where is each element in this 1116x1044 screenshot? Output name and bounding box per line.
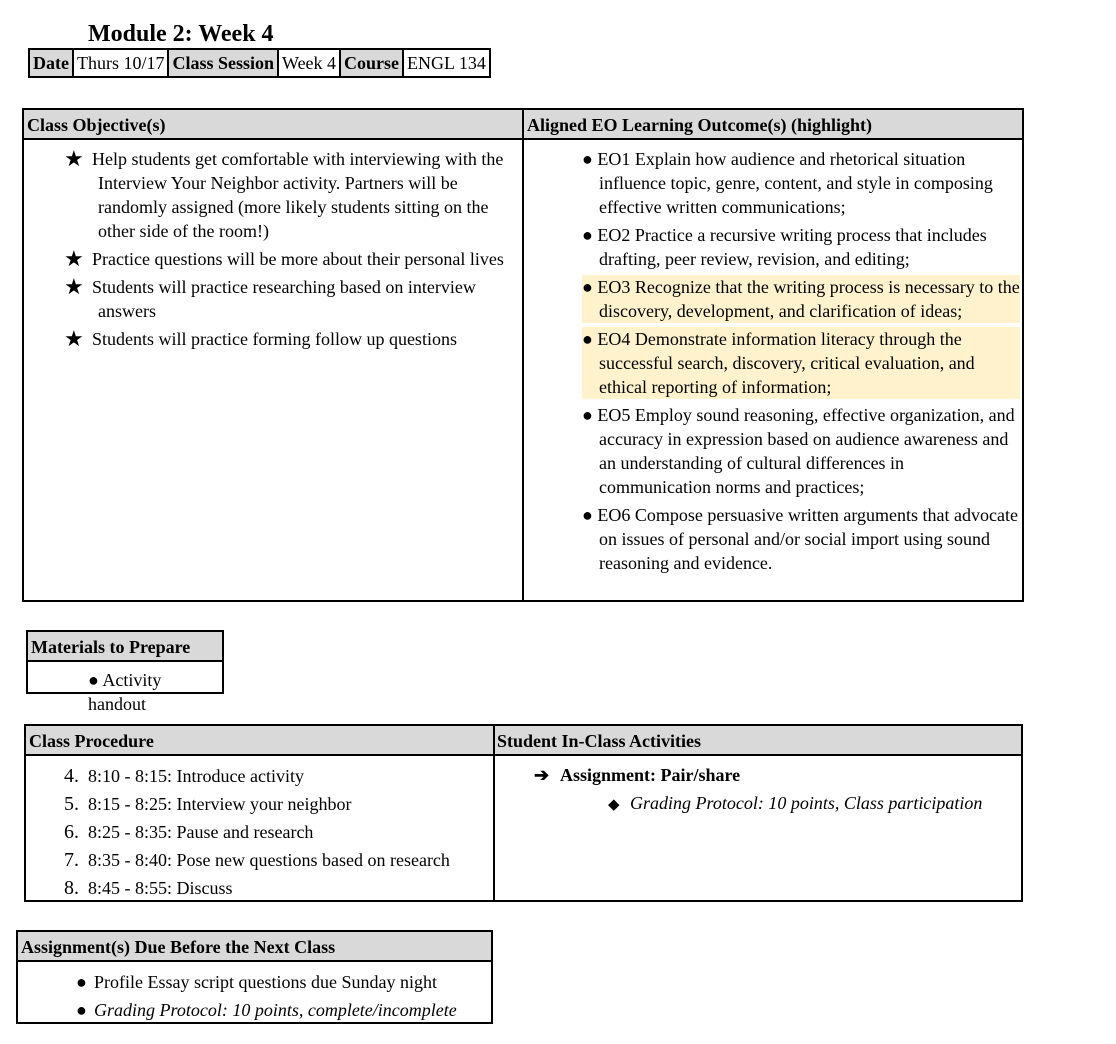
- learning-outcomes-header: Aligned EO Learning Outcome(s) (highlight): [524, 110, 1022, 140]
- activity-grading: ◆ Grading Protocol: 10 points, Class participation: [608, 791, 982, 817]
- class-objectives-header: Class Objective(s): [24, 110, 524, 140]
- star-icon: ★: [64, 274, 84, 299]
- materials-header: Materials to Prepare: [28, 632, 222, 662]
- star-icon: ★: [64, 146, 84, 171]
- student-activities-header: Student In-Class Activities: [495, 726, 1021, 756]
- assignments-due-list: [76, 968, 457, 1024]
- outcome-item: ● EO6 Compose persuasive written arguments that advocate on issues of personal and/or social import using sound reasoning and evidence.: [582, 505, 1018, 573]
- page-title: Module 2: Week 4: [88, 21, 274, 47]
- objective-item: ★ Students will practice forming follow up questions: [64, 326, 457, 351]
- outcome-item: ● EO1 Explain how audience and rhetorical situation influence topic, genre, content, and style in composing effective written communications;: [582, 149, 993, 217]
- objective-item: ★ Practice questions will be more about their personal lives: [64, 246, 504, 271]
- assignments-due-header: Assignment(s) Due Before the Next Class: [18, 932, 491, 962]
- class-session-value: Week 4: [278, 49, 340, 77]
- activity-assignment: ➔ Assignment: Pair/share: [534, 765, 741, 785]
- outcome-item-highlighted: ● EO3 Recognize that the writing process is necessary to the discovery, development, and clarification of ideas;: [582, 277, 1020, 321]
- date-value: Thurs 10/17: [73, 49, 169, 77]
- column-divider: [522, 138, 524, 600]
- class-session-label: Class Session: [168, 49, 278, 77]
- outcome-item: ● EO5 Employ sound reasoning, effective organization, and accuracy in expression based on audience awareness and an understanding of cultural differences in communication norms and practices;: [582, 405, 1015, 497]
- objectives-outcomes-table: [22, 108, 1024, 602]
- arrow-right-icon: ➔: [534, 765, 550, 785]
- star-icon: ★: [64, 246, 84, 271]
- procedure-step: 6. 8:25 - 8:35: Pause and research: [64, 821, 314, 843]
- bullet-icon: ●: [76, 1000, 87, 1020]
- diamond-bullet-icon: ◆: [608, 797, 620, 813]
- procedure-list: [64, 762, 450, 902]
- procedure-step: 4. 8:10 - 8:15: Introduce activity: [64, 765, 304, 787]
- procedure-step: 8. 8:45 - 8:55: Discuss: [64, 877, 233, 899]
- objective-item: ★ Help students get comfortable with interviewing with the Interview Your Neighbor activity. Partners will be randomly assigned (more likely students sitting on the other side of the room!): [64, 146, 504, 241]
- assignment-item: ● Grading Protocol: 10 points, complete/incomplete: [76, 996, 457, 1024]
- objective-item: ★ Students will practice researching based on interview answers: [64, 274, 476, 321]
- outcome-item: ● EO2 Practice a recursive writing process that includes drafting, peer review, revision, and editing;: [582, 225, 987, 269]
- class-procedure-header: Class Procedure: [26, 726, 495, 756]
- procedure-step: 7. 8:35 - 8:40: Pose new questions based on research: [64, 849, 450, 871]
- session-info-table: [28, 48, 491, 78]
- course-value: ENGL 134: [403, 49, 490, 77]
- outcome-item-highlighted: ● EO4 Demonstrate information literacy through the successful search, discovery, critical evaluation, and ethical reporting of information;: [582, 327, 1020, 399]
- outcomes-list: [582, 147, 1020, 579]
- objectives-list: [64, 146, 522, 355]
- course-label: Course: [340, 49, 403, 77]
- assignments-due-table: [16, 930, 493, 1024]
- star-icon: ★: [64, 326, 84, 351]
- bullet-icon: ●: [76, 972, 87, 992]
- procedure-table: [24, 724, 1023, 902]
- materials-table: [26, 630, 224, 714]
- procedure-step: 5. 8:15 - 8:25: Interview your neighbor: [64, 793, 352, 815]
- date-label: Date: [29, 49, 73, 77]
- materials-item: ● Activity handout: [88, 670, 162, 714]
- assignment-item: ● Profile Essay script questions due Sunday night: [76, 968, 457, 996]
- bullet-icon: ●: [88, 670, 103, 690]
- column-divider: [493, 754, 495, 900]
